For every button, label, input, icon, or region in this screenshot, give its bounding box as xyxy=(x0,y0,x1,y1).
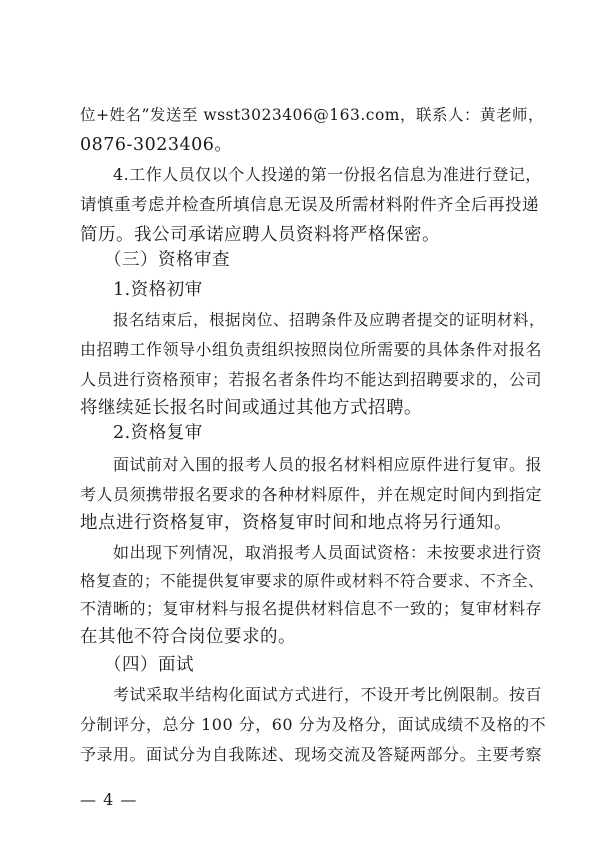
section-heading-4: （四）面试 xyxy=(104,655,194,675)
text-line-1: 位+姓名”发送至 wsst3023406@163.com，联系人：黄老师， xyxy=(80,106,544,124)
text-line-9: 由招聘工作领导小组负责组织按照岗位所需要的具体条件对报名 xyxy=(80,340,543,359)
text-line-10: 人员进行资格预审；若报名者条件均不能达到招聘要求的，公司 xyxy=(80,370,543,389)
subsection-heading-2: 2.资格复审 xyxy=(113,423,203,443)
text-line-5: 简历。我公司承诺应聘人员资料将严格保密。 xyxy=(80,225,440,245)
section-heading-3: （三）资格审查 xyxy=(104,250,230,270)
text-line-17: 格复查的；不能提供复审要求的原件或材料不符合要求、不齐全、 xyxy=(80,572,545,590)
subsection-heading-1: 1.资格初审 xyxy=(113,280,203,300)
text-line-8: 报名结束后，根据岗位、招聘条件及应聘者提交的证明材料， xyxy=(113,311,546,329)
text-line-16: 如出现下列情况，取消报考人员面试资格：未按要求进行资 xyxy=(113,543,543,562)
text-line-11: 将继续延长报名时间或通过其他方式招聘。 xyxy=(80,398,422,418)
page-number: — 4 — xyxy=(80,790,138,809)
text-line-15: 地点进行资格复审，资格复审时间和地点将另行通知。 xyxy=(80,513,512,533)
text-line-18: 不清晰的；复审材料与报名提供材料信息不一致的；复审材料存 xyxy=(80,599,543,618)
text-line-23: 予录用。面试分为自我陈述、现场交流及答疑两部分。主要考察 xyxy=(80,745,543,764)
text-line-21: 考试采取半结构化面试方式进行，不设开考比例限制。按百 xyxy=(113,685,543,704)
text-line-2: 0876-3023406。 xyxy=(80,135,233,155)
text-line-13: 面试前对入围的报考人员的报名材料相应原件进行复审。报 xyxy=(113,455,543,474)
text-line-4: 请慎重考虑并检查所填信息无误及所需材料附件齐全后再投递 xyxy=(80,195,539,214)
text-line-14: 考人员须携带报名要求的各种材料原件，并在规定时间内到指定 xyxy=(80,485,543,504)
text-line-3: 4.工作人员仅以个人投递的第一份报名信息为准进行登记， xyxy=(113,165,542,184)
text-line-19: 在其他不符合岗位要求的。 xyxy=(80,627,296,647)
text-line-22: 分制评分，总分 100 分，60 分为及格分，面试成绩不及格的不 xyxy=(80,715,547,734)
